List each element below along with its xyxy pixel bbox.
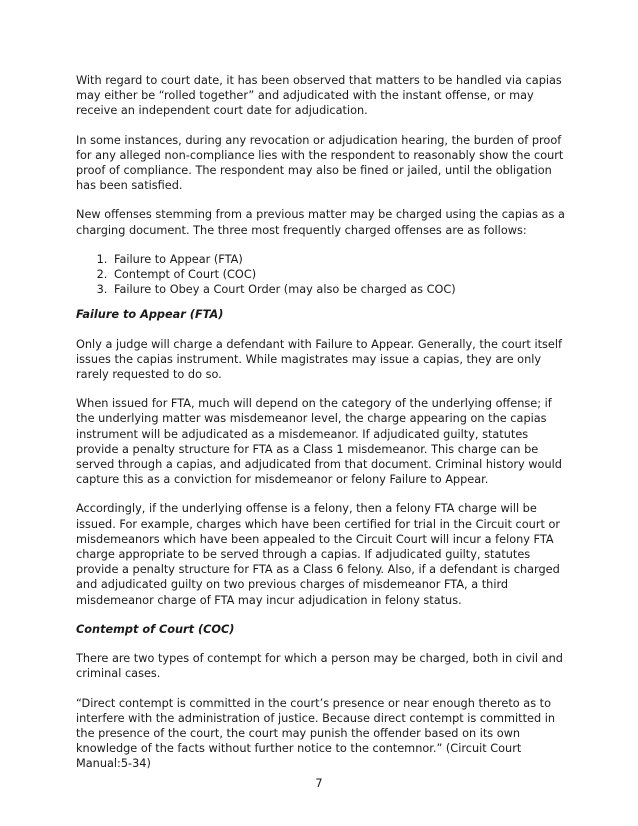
paragraph-fta-judge: Only a judge will charge a defendant with Failure to Appear. Generally, the court itself issues the capias instrument. While magistrates may issue a capias, they are only rarely requested to do so. <box>76 337 562 382</box>
page-number: 7 <box>315 777 323 790</box>
paragraph-coc-types: There are two types of contempt for which a person may be charged, both in civil and criminal cases. <box>76 652 563 681</box>
paragraph-coc-direct-quote: “Direct contempt is committed in the court’s presence or near enough thereto as to interfere with the administration of justice. Because direct contempt is committed in the presence of the court, the court may punish the offender based on its own knowledge of the facts without further notice to the contemnor.” (Circuit Court Manual:5-34) <box>76 696 556 771</box>
offense-list <box>76 252 571 298</box>
list-item: 1. Failure to Appear (FTA) <box>111 252 571 267</box>
paragraph-fta-felony: Accordingly, if the underlying offense is a felony, then a felony FTA charge will be issued. For example, charges which have been certified for trial in the Circuit court or misdemeanors which have been appealed to the Circuit Court will incur a felony FTA charge appropriate to be served through a capias. If adjudicated guilty, statutes provide a penalty structure for FTA as a Class 6 felony. Also, if a defendant is charged and adjudicated guilty on two previous charges of misdemeanor FTA, a third misdemeanor charge of FTA may incur adjudication in felony status. <box>76 502 561 607</box>
document-page <box>76 73 571 786</box>
list-item: 3. Failure to Obey a Court Order (may also be charged as COC) <box>111 282 571 297</box>
paragraph-fta-misdemeanor: When issued for FTA, much will depend on the category of the underlying offense; if the underlying matter was misdemeanor level, the charge appearing on the capias instrument will be adjudicated as a misdemeanor. If adjudicated guilty, statutes provide a penalty structure for FTA as a Class 1 misdemeanor. This charge can be served through a capias, and adjudicated from that document. Criminal history would capture this as a conviction for misdemeanor or felony Failure to Appear. <box>76 397 562 487</box>
paragraph-new-offenses: New offenses stemming from a previous matter may be charged using the capias as a charging document. The three most frequently charged offenses are as follows: <box>76 208 565 237</box>
section-heading-coc: Contempt of Court (COC) <box>76 622 235 636</box>
paragraph-burden-of-proof: In some instances, during any revocation or adjudication hearing, the burden of proof for any alleged non-compliance lies with the respondent to reasonably show the court proof of compliance. The respondent may also be fined or jailed, until the obligation has been satisfied. <box>76 133 564 193</box>
section-heading-fta: Failure to Appear (FTA) <box>76 308 224 322</box>
list-item: 2. Contempt of Court (COC) <box>111 267 571 282</box>
paragraph-court-date: With regard to court date, it has been observed that matters to be handled via capias may either be “rolled together” and adjudicated with the instant offense, or may receive an independent court date for adjudication. <box>76 74 562 118</box>
